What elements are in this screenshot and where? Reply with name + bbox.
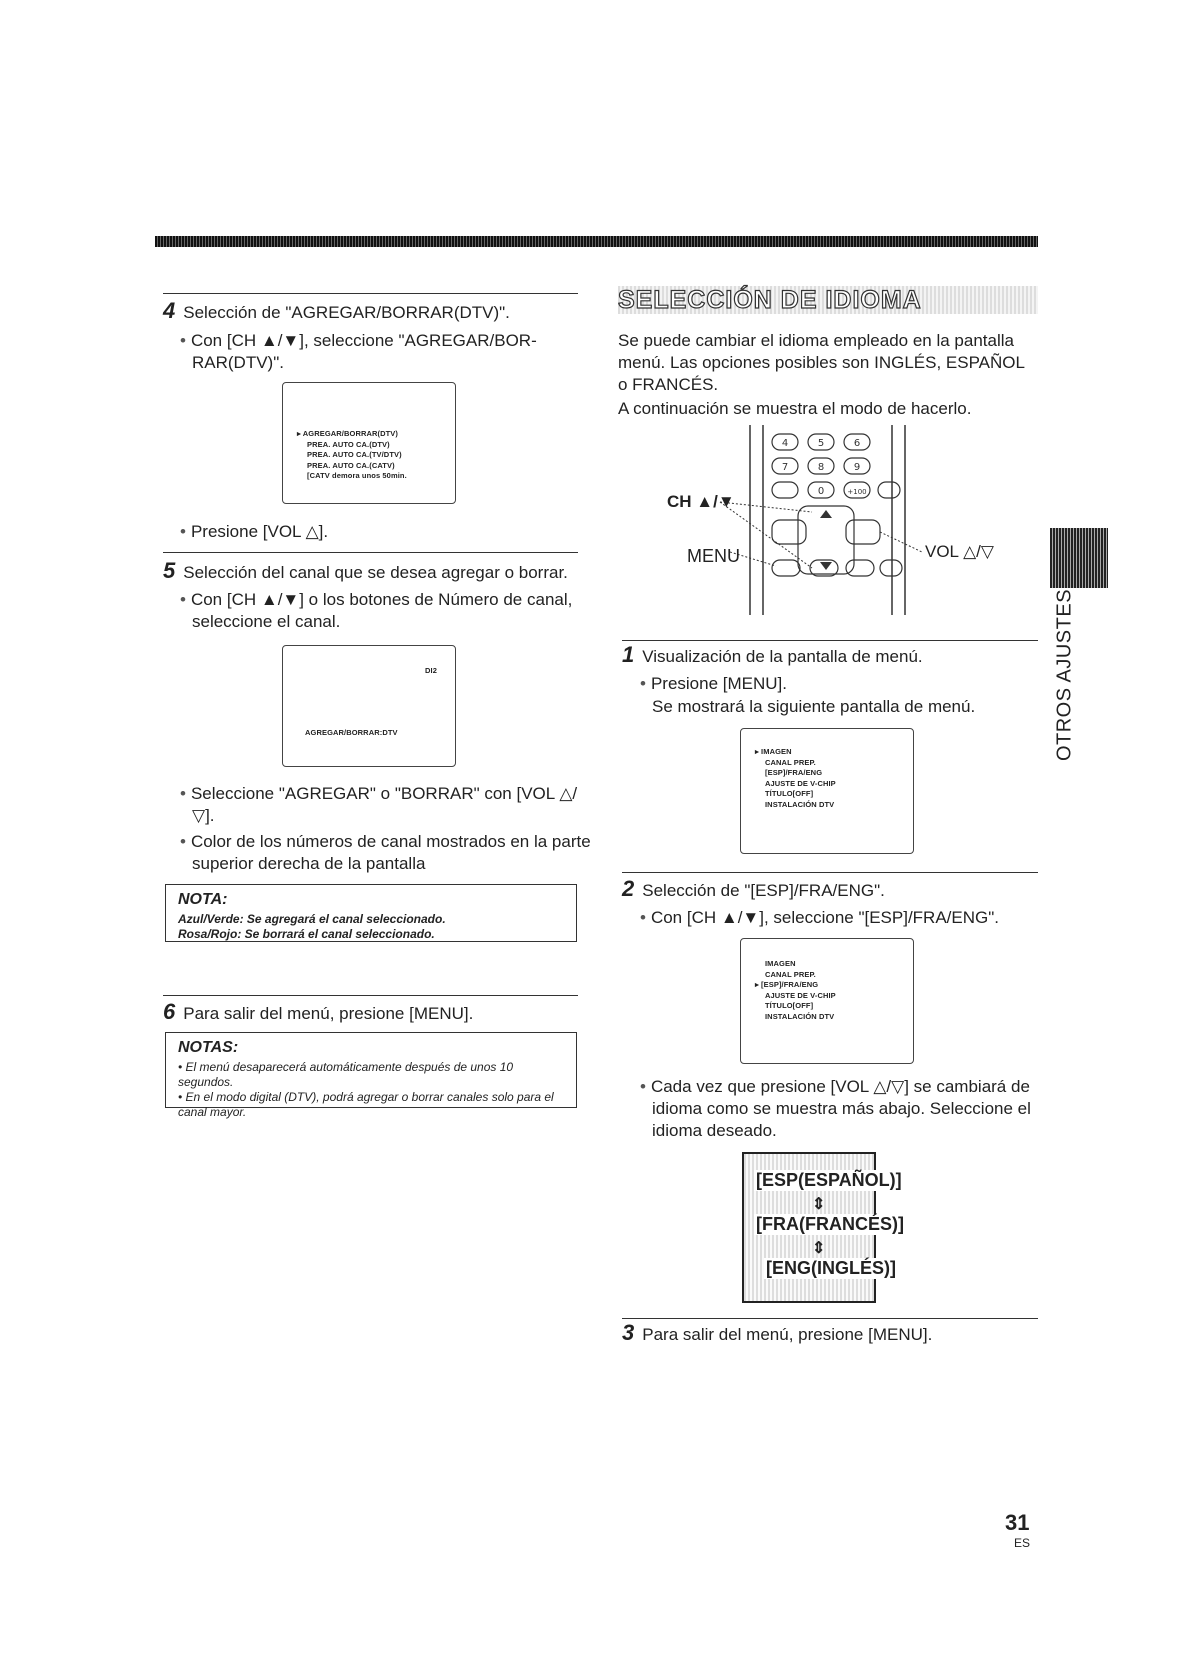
note-line: Rosa/Rojo: Se borrará el canal seleccionado.	[178, 927, 435, 941]
note-line: • En el modo digital (DTV), podrá agregar o borrar canales solo para el canal mayor.	[178, 1090, 554, 1119]
step-4-bullet-2: • Presione [VOL △].	[172, 521, 592, 543]
screen-line: AJUSTE DE V-CHIP	[765, 990, 836, 1000]
intro-text-2: A continuación se muestra el modo de hacerlo.	[618, 399, 972, 418]
remote-key: 5	[817, 438, 825, 449]
screen-line: CANAL PREP.	[765, 969, 816, 979]
header-bar	[155, 236, 1038, 247]
page-number: 31	[1005, 1510, 1030, 1535]
cycle-arrow-icon: ⇕	[812, 1196, 826, 1213]
step-2-bullet-1: • Con [CH ▲/▼], seleccione "[ESP]/FRA/ENG".	[632, 907, 1062, 929]
note-title: NOTA:	[178, 891, 228, 908]
screen-line: ▸ AGREGAR/BORRAR(DTV)	[297, 429, 398, 438]
screen-line: CANAL PREP.	[765, 757, 816, 767]
screen-line: INSTALACIÓN DTV	[765, 1011, 835, 1021]
intro-text: Se puede cambiar el idioma empleado en la pantalla menú. Las opciones posibles son INGLÉS, ESPAÑOL o FRANCÉS.	[618, 331, 1025, 394]
step-1	[622, 644, 1038, 668]
step-2-bullet-2: • Cada vez que presione [VOL △/▽] se cambiará de idioma como se muestra más abajo. Seleccione el idioma deseado.	[632, 1076, 1047, 1142]
divider	[163, 552, 578, 553]
screen-line: TÍTULO[OFF]	[765, 1001, 814, 1010]
tv-screen-menu	[282, 382, 456, 504]
channel-number: DI2	[425, 666, 437, 675]
language-option: [ENG(INGLÉS)]	[766, 1258, 896, 1278]
remote-key: 4	[781, 438, 789, 449]
screen-line: ▸ [ESP]/FRA/ENG	[755, 980, 819, 989]
menu-button-label: MENU	[687, 546, 740, 566]
screen-line: PREA. AUTO CA.(CATV)	[307, 460, 395, 470]
step-number: 1	[622, 642, 635, 667]
step-title: Para salir del menú, presione [MENU].	[183, 1004, 474, 1023]
screen-line: [CATV demora unos 50min.	[307, 471, 407, 480]
section-title	[618, 286, 1038, 314]
screen-line: PREA. AUTO CA.(DTV)	[307, 439, 390, 449]
step-title: Selección de "[ESP]/FRA/ENG".	[642, 881, 885, 900]
step-3	[622, 1322, 1038, 1346]
screen-line: AGREGAR/BORRAR:DTV	[305, 728, 398, 737]
vol-button-label: VOL △/▽	[925, 542, 994, 561]
screen-line: TÍTULO[OFF]	[765, 789, 814, 798]
notes-box	[165, 1032, 577, 1119]
screen-line: IMAGEN	[765, 959, 796, 968]
tv-screen-language-menu	[740, 938, 914, 1064]
chapter-tab	[1040, 585, 1090, 765]
divider	[163, 995, 578, 996]
language-option: [FRA(FRANCÉS)]	[756, 1214, 904, 1234]
divider	[622, 1318, 1038, 1319]
step-title: Selección del canal que se desea agregar o borrar.	[183, 563, 568, 582]
step-5-bullet-2: • Seleccione "AGREGAR" o "BORRAR" con [VOL △/▽].	[172, 783, 582, 827]
remote-key: 8	[817, 462, 825, 473]
step-4-bullet-1: • Con [CH ▲/▼], seleccione "AGREGAR/BOR-RAR(DTV)".	[172, 330, 592, 374]
step-number: 6	[163, 999, 176, 1024]
chapter-tab-label: OTROS AJUSTES	[1053, 588, 1076, 762]
page-language: ES	[1014, 1536, 1031, 1550]
ch-button-label: CH ▲/▼	[667, 492, 735, 511]
step-2	[622, 878, 1038, 902]
step-5-bullet-3: • Color de los números de canal mostrados en la parte superior derecha de la pantalla	[172, 831, 602, 875]
divider	[622, 872, 1038, 873]
remote-control-illustration	[660, 420, 1040, 620]
note-line: Azul/Verde: Se agregará el canal seleccionado.	[178, 912, 446, 926]
step-6	[163, 1001, 583, 1025]
screen-line: [ESP]/FRA/ENG	[765, 768, 823, 777]
step-5	[163, 560, 583, 584]
screen-line: PREA. AUTO CA.(TV/DTV)	[307, 450, 402, 459]
tv-screen-main-menu	[740, 728, 914, 854]
step-title: Para salir del menú, presione [MENU].	[642, 1325, 933, 1344]
remote-key: 9	[853, 462, 861, 473]
note-title: NOTAS:	[178, 1039, 239, 1056]
remote-key: +100	[847, 488, 867, 496]
tv-screen-channel	[282, 645, 456, 767]
screen-line: AJUSTE DE V-CHIP	[765, 778, 836, 788]
section-title-text: SELECCIÓN DE IDIOMA	[618, 286, 922, 314]
step-number: 3	[622, 1320, 635, 1345]
remote-key: 0	[817, 486, 825, 497]
divider	[622, 640, 1038, 641]
step-number: 2	[622, 876, 635, 901]
divider	[163, 293, 578, 294]
remote-key: 6	[853, 438, 861, 449]
cycle-arrow-icon: ⇕	[812, 1240, 826, 1257]
screen-line: INSTALACIÓN DTV	[765, 799, 835, 809]
step-5-bullet-1: • Con [CH ▲/▼] o los botones de Número de canal, seleccione el canal.	[172, 589, 582, 633]
chapter-tab-marker	[1050, 528, 1108, 588]
note-line: • El menú desaparecerá automáticamente después de unos 10 segundos.	[178, 1060, 514, 1089]
screen-line: ▸ IMAGEN	[755, 747, 792, 756]
remote-key: 7	[781, 462, 789, 473]
step-1-bullet: • Presione [MENU].	[632, 673, 1052, 695]
note-box	[165, 884, 577, 942]
step-4	[163, 300, 583, 324]
step-1-text: Se mostrará la siguiente pantalla de menú.	[652, 697, 976, 716]
step-title: Visualización de la pantalla de menú.	[642, 647, 923, 666]
step-number: 4	[163, 298, 176, 323]
language-option: [ESP(ESPAÑOL)]	[756, 1170, 902, 1190]
step-title: Selección de "AGREGAR/BORRAR(DTV)".	[183, 303, 510, 322]
step-number: 5	[163, 558, 176, 583]
